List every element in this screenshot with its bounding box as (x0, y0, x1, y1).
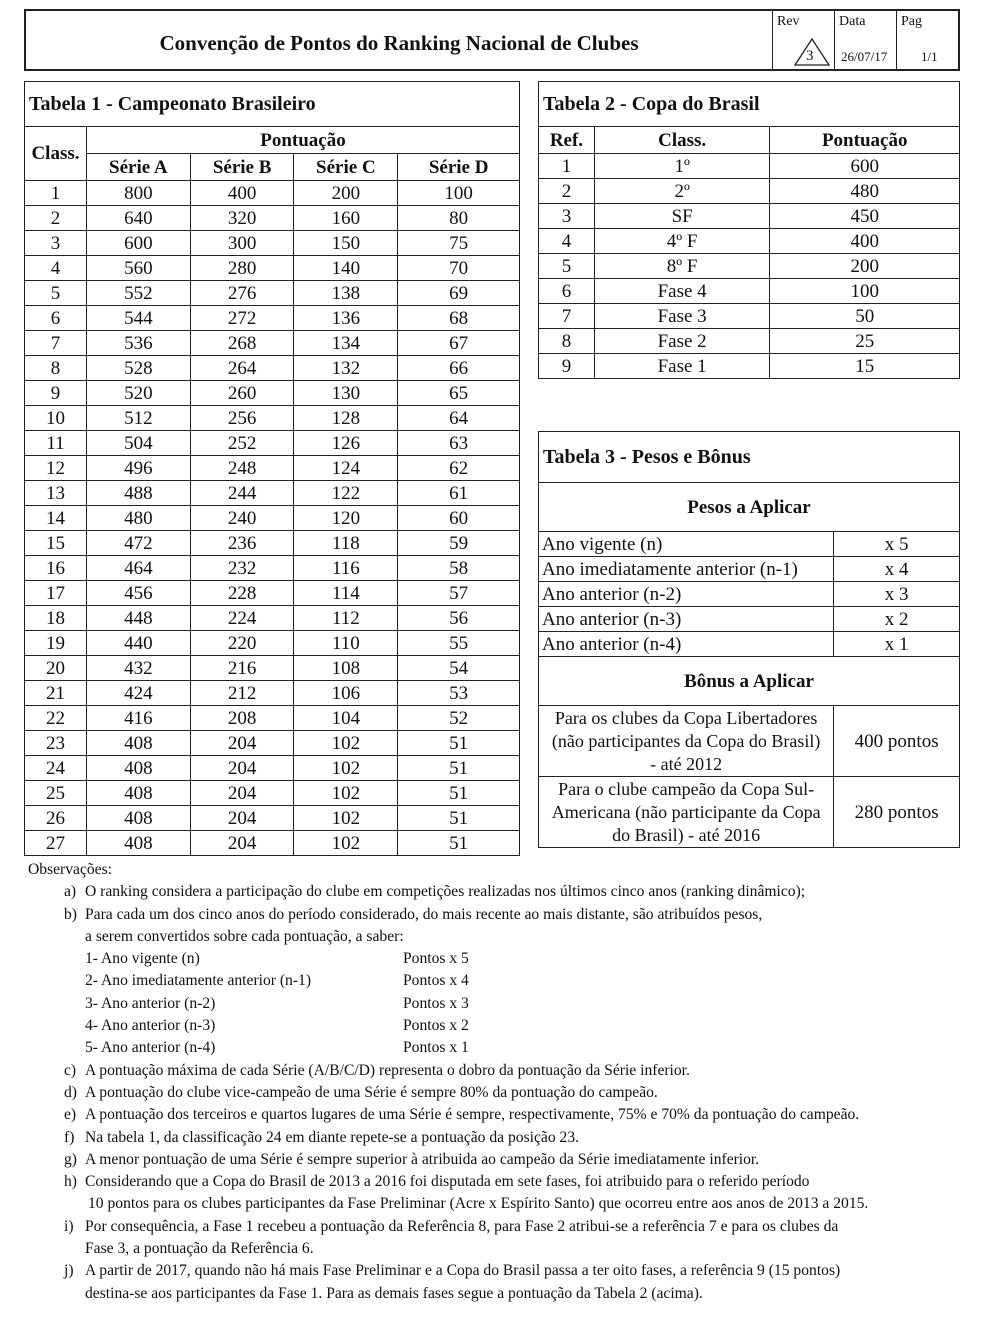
points-cell: 140 (294, 256, 398, 281)
table-row (25, 581, 520, 606)
table-row (25, 656, 520, 681)
points-cell: 600 (86, 231, 190, 256)
points-cell: 408 (86, 756, 190, 781)
points-cell: 126 (294, 431, 398, 456)
peso-item-value: Pontos x 2 (403, 1017, 469, 1035)
rev-cell (772, 11, 835, 69)
obs-text: Por consequência, a Fase 1 recebeu a pontuação da Referência 8, para Fase 2 atribui-se a referência 7 e para os clubes da (85, 1217, 839, 1235)
points-cell: 52 (398, 706, 520, 731)
points-cell: 200 (294, 181, 398, 206)
points-cell: 220 (190, 631, 294, 656)
bonus-line: do Brasil) - até 2016 (612, 824, 761, 845)
class-position: 18 (25, 606, 87, 631)
points-cell: 106 (294, 681, 398, 706)
peso-list-item (28, 1015, 968, 1037)
points-cell: 216 (190, 656, 294, 681)
obs-mark: i) (64, 1217, 74, 1235)
class-cell: 4º F (594, 229, 769, 254)
table1-col-header: Série A (86, 154, 190, 181)
obs-item-b (28, 904, 968, 926)
obs-text: Na tabela 1, da classificação 24 em diante repete-se a pontuação da posição 23. (85, 1128, 580, 1146)
data-value: 26/07/17 (841, 49, 888, 64)
points-cell: 57 (398, 581, 520, 606)
points-cell: 432 (86, 656, 190, 681)
class-position: 6 (25, 306, 87, 331)
points-cell: 520 (86, 381, 190, 406)
table2-title: Tabela 2 - Copa do Brasil (539, 82, 960, 127)
points-cell: 208 (190, 706, 294, 731)
points-cell: 244 (190, 481, 294, 506)
points-cell: 264 (190, 356, 294, 381)
points-cell: 464 (86, 556, 190, 581)
table3-title: Tabela 3 - Pesos e Bônus (539, 432, 960, 483)
points-cell: 122 (294, 481, 398, 506)
points-cell: 58 (398, 556, 520, 581)
points-cell: 75 (398, 231, 520, 256)
rev-label: Rev (777, 14, 800, 29)
points-cell: 600 (770, 154, 960, 179)
obs-text: Considerando que a Copa do Brasil de 2013 a 2016 foi disputada em sete fases, foi atribuido para o referido período (85, 1173, 810, 1191)
obs-text: A pontuação máxima de cada Série (A/B/C/D) representa o dobro da pontuação da Série inferior. (85, 1061, 690, 1079)
points-cell: 68 (398, 306, 520, 331)
obs-item-i (28, 1216, 968, 1238)
table-row (539, 179, 960, 204)
observacoes-section (28, 859, 968, 1305)
points-cell: 480 (770, 179, 960, 204)
class-position: 10 (25, 406, 87, 431)
points-cell: 50 (770, 304, 960, 329)
class-position: 25 (25, 781, 87, 806)
table-row (25, 331, 520, 356)
points-cell: 204 (190, 806, 294, 831)
class-position: 7 (25, 331, 87, 356)
points-cell: 51 (398, 731, 520, 756)
table-row (25, 531, 520, 556)
points-cell: 300 (190, 231, 294, 256)
bonus-description (539, 706, 834, 777)
obs-item-a (28, 881, 968, 903)
points-cell: 110 (294, 631, 398, 656)
points-cell: 504 (86, 431, 190, 456)
class-position: 12 (25, 456, 87, 481)
bonus-line: Para o clube campeão da Copa Sul- (558, 778, 815, 799)
class-position: 23 (25, 731, 87, 756)
table1-title: Tabela 1 - Campeonato Brasileiro (25, 82, 520, 127)
points-cell: 204 (190, 756, 294, 781)
class-position: 11 (25, 431, 87, 456)
table-row (539, 254, 960, 279)
observacoes-title: Observações: (28, 861, 112, 878)
table-row (25, 706, 520, 731)
points-cell: 134 (294, 331, 398, 356)
peso-value: x 1 (834, 632, 960, 657)
points-cell: 800 (86, 181, 190, 206)
class-position: 16 (25, 556, 87, 581)
points-cell: 408 (86, 831, 190, 856)
points-cell: 63 (398, 431, 520, 456)
points-cell: 272 (190, 306, 294, 331)
obs-mark: g) (64, 1150, 77, 1168)
class-position: 19 (25, 631, 87, 656)
points-cell: 60 (398, 506, 520, 531)
table-row (539, 304, 960, 329)
class-position: 22 (25, 706, 87, 731)
table1-class-header: Class. (25, 127, 87, 181)
peso-list-item (28, 1037, 968, 1059)
data-label: Data (839, 14, 866, 29)
obs-item-e (28, 1104, 968, 1126)
ref-cell: 9 (539, 354, 595, 379)
points-cell: 80 (398, 206, 520, 231)
points-cell: 51 (398, 756, 520, 781)
points-cell: 132 (294, 356, 398, 381)
table-row (539, 329, 960, 354)
points-cell: 400 (190, 181, 294, 206)
peso-item-label: 1- Ano vigente (n) (85, 950, 200, 968)
obs-item-c (28, 1060, 968, 1082)
points-cell: 114 (294, 581, 398, 606)
points-cell: 408 (86, 731, 190, 756)
class-cell: Fase 2 (594, 329, 769, 354)
points-cell: 496 (86, 456, 190, 481)
class-position: 20 (25, 656, 87, 681)
obs-text: Para cada um dos cinco anos do período considerado, do mais recente ao mais distante, são atribuídos pesos, (85, 905, 763, 923)
points-cell: 69 (398, 281, 520, 306)
points-cell: 102 (294, 756, 398, 781)
points-cell: 102 (294, 831, 398, 856)
class-position: 17 (25, 581, 87, 606)
obs-mark: b) (64, 905, 77, 923)
obs-mark: d) (64, 1083, 77, 1101)
table-row (25, 506, 520, 531)
class-position: 1 (25, 181, 87, 206)
class-position: 8 (25, 356, 87, 381)
peso-list-item (28, 948, 968, 970)
points-cell: 280 (190, 256, 294, 281)
obs-text-continued: a serem convertidos sobre cada pontuação, a saber: (85, 927, 404, 945)
bonus-value: 280 pontos (834, 777, 960, 848)
points-cell: 67 (398, 331, 520, 356)
points-cell: 252 (190, 431, 294, 456)
points-cell: 232 (190, 556, 294, 581)
pag-cell (896, 11, 959, 69)
points-cell: 488 (86, 481, 190, 506)
points-cell: 118 (294, 531, 398, 556)
table-row (25, 431, 520, 456)
table-row (539, 154, 960, 179)
table-row (25, 781, 520, 806)
table-row (25, 681, 520, 706)
table-copa-do-brasil (538, 81, 960, 379)
points-cell: 102 (294, 806, 398, 831)
class-position: 2 (25, 206, 87, 231)
peso-label: Ano vigente (n) (539, 532, 834, 557)
obs-item-j (28, 1260, 968, 1282)
points-cell: 64 (398, 406, 520, 431)
points-cell: 560 (86, 256, 190, 281)
ref-cell: 3 (539, 204, 595, 229)
points-cell: 424 (86, 681, 190, 706)
table-row (25, 606, 520, 631)
table-row (25, 731, 520, 756)
class-cell: 1º (594, 154, 769, 179)
peso-item-value: Pontos x 3 (403, 994, 469, 1012)
obs-item-f (28, 1127, 968, 1149)
ref-cell: 4 (539, 229, 595, 254)
points-cell: 268 (190, 331, 294, 356)
class-position: 9 (25, 381, 87, 406)
ref-cell: 6 (539, 279, 595, 304)
bonus-description (539, 777, 834, 848)
table-row (25, 631, 520, 656)
points-cell: 440 (86, 631, 190, 656)
bonus-header: Bônus a Aplicar (539, 657, 960, 706)
points-cell: 25 (770, 329, 960, 354)
table-row (25, 831, 520, 856)
points-cell: 136 (294, 306, 398, 331)
pesos-header: Pesos a Aplicar (539, 483, 960, 532)
obs-mark: h) (64, 1173, 77, 1191)
points-cell: 108 (294, 656, 398, 681)
data-cell (834, 11, 897, 69)
points-cell: 104 (294, 706, 398, 731)
points-cell: 62 (398, 456, 520, 481)
obs-text-continued: destina-se aos participantes da Fase 1. Para as demais fases segue a pontuação da Tabela 2 (acima). (85, 1284, 703, 1302)
table-row (25, 756, 520, 781)
obs-mark: e) (64, 1106, 77, 1124)
class-cell: Fase 1 (594, 354, 769, 379)
class-position: 4 (25, 256, 87, 281)
peso-list-item (28, 993, 968, 1015)
points-cell: 130 (294, 381, 398, 406)
points-cell: 256 (190, 406, 294, 431)
points-cell: 204 (190, 731, 294, 756)
points-cell: 112 (294, 606, 398, 631)
peso-value: x 5 (834, 532, 960, 557)
bonus-line: Americana (não participante da Copa (551, 801, 821, 822)
points-cell: 100 (398, 181, 520, 206)
peso-item-value: Pontos x 1 (403, 1039, 469, 1057)
ref-cell: 5 (539, 254, 595, 279)
peso-value: x 3 (834, 582, 960, 607)
class-cell: SF (594, 204, 769, 229)
points-cell: 472 (86, 531, 190, 556)
obs-text: A partir de 2017, quando não há mais Fase Preliminar e a Copa do Brasil passa a ter oito fases, a referência 9 (15 pontos) (85, 1262, 841, 1280)
obs-text: O ranking considera a participação do clube em competições realizadas nos últimos cinco anos (ranking dinâmico); (85, 883, 806, 901)
peso-label: Ano anterior (n-4) (539, 632, 834, 657)
bonus-line: Para os clubes da Copa Libertadores (554, 707, 818, 728)
pag-value: 1/1 (921, 49, 938, 64)
points-cell: 56 (398, 606, 520, 631)
points-cell: 320 (190, 206, 294, 231)
obs-text-continued: Fase 3, a pontuação da Referência 6. (85, 1240, 314, 1258)
obs-item-h (28, 1171, 968, 1193)
points-cell: 138 (294, 281, 398, 306)
table-row (25, 181, 520, 206)
obs-item-g (28, 1149, 968, 1171)
points-cell: 54 (398, 656, 520, 681)
table2-col-header: Pontuação (770, 127, 960, 154)
points-cell: 51 (398, 806, 520, 831)
points-cell: 544 (86, 306, 190, 331)
points-cell: 276 (190, 281, 294, 306)
class-position: 26 (25, 806, 87, 831)
table-row (25, 306, 520, 331)
points-cell: 512 (86, 406, 190, 431)
peso-value: x 2 (834, 607, 960, 632)
peso-item-label: 2- Ano imediatamente anterior (n-1) (85, 972, 312, 990)
peso-label: Ano anterior (n-2) (539, 582, 834, 607)
points-cell: 55 (398, 631, 520, 656)
peso-list-item (28, 970, 968, 992)
points-cell: 150 (294, 231, 398, 256)
points-cell: 224 (190, 606, 294, 631)
obs-mark: a) (64, 883, 77, 901)
peso-label: Ano anterior (n-3) (539, 607, 834, 632)
class-cell: Fase 3 (594, 304, 769, 329)
obs-item-d (28, 1082, 968, 1104)
points-cell: 70 (398, 256, 520, 281)
class-cell: 8º F (594, 254, 769, 279)
points-cell: 248 (190, 456, 294, 481)
class-cell: 2º (594, 179, 769, 204)
peso-item-label: 3- Ano anterior (n-2) (85, 994, 216, 1012)
class-position: 5 (25, 281, 87, 306)
points-cell: 120 (294, 506, 398, 531)
table-pesos-e-bonus (538, 431, 960, 848)
points-cell: 236 (190, 531, 294, 556)
points-cell: 102 (294, 781, 398, 806)
class-position: 14 (25, 506, 87, 531)
points-cell: 100 (770, 279, 960, 304)
points-cell: 212 (190, 681, 294, 706)
table-row (25, 206, 520, 231)
points-cell: 102 (294, 731, 398, 756)
table-row (25, 481, 520, 506)
points-cell: 66 (398, 356, 520, 381)
points-cell: 408 (86, 781, 190, 806)
table-row (25, 281, 520, 306)
points-cell: 416 (86, 706, 190, 731)
points-cell: 260 (190, 381, 294, 406)
points-cell: 15 (770, 354, 960, 379)
table-row (25, 356, 520, 381)
points-cell: 536 (86, 331, 190, 356)
table-row (25, 256, 520, 281)
ref-cell: 1 (539, 154, 595, 179)
points-cell: 128 (294, 406, 398, 431)
peso-item-value: Pontos x 4 (403, 972, 469, 990)
points-cell: 456 (86, 581, 190, 606)
points-cell: 59 (398, 531, 520, 556)
obs-mark: j) (64, 1262, 74, 1280)
points-cell: 124 (294, 456, 398, 481)
table1-col-header: Série B (190, 154, 294, 181)
points-cell: 200 (770, 254, 960, 279)
obs-mark: c) (64, 1061, 77, 1079)
points-cell: 448 (86, 606, 190, 631)
points-cell: 450 (770, 204, 960, 229)
points-cell: 51 (398, 781, 520, 806)
table-row (25, 806, 520, 831)
rev-value: 3 (806, 48, 814, 64)
pag-label: Pag (901, 14, 922, 29)
peso-value: x 4 (834, 557, 960, 582)
table-row (539, 354, 960, 379)
points-cell: 51 (398, 831, 520, 856)
table-row (25, 556, 520, 581)
points-cell: 528 (86, 356, 190, 381)
obs-text-continued: 10 pontos para os clubes participantes da Fase Preliminar (Acre x Espírito Santo) que ocorreu entre aos anos de 2013 a 2015. (88, 1195, 869, 1213)
ref-cell: 2 (539, 179, 595, 204)
bonus-value: 400 pontos (834, 706, 960, 777)
points-cell: 640 (86, 206, 190, 231)
points-cell: 240 (190, 506, 294, 531)
table-row (25, 406, 520, 431)
peso-label: Ano imediatamente anterior (n-1) (539, 557, 834, 582)
points-cell: 400 (770, 229, 960, 254)
ref-cell: 7 (539, 304, 595, 329)
obs-mark: f) (64, 1128, 75, 1146)
points-cell: 204 (190, 831, 294, 856)
table-campeonato-brasileiro (24, 81, 520, 856)
points-cell: 65 (398, 381, 520, 406)
class-cell: Fase 4 (594, 279, 769, 304)
class-position: 13 (25, 481, 87, 506)
class-position: 21 (25, 681, 87, 706)
class-position: 15 (25, 531, 87, 556)
table1-col-header: Série D (398, 154, 520, 181)
table-row (539, 204, 960, 229)
bonus-line: - até 2012 (650, 753, 723, 774)
points-cell: 480 (86, 506, 190, 531)
document-header (24, 9, 960, 71)
points-cell: 160 (294, 206, 398, 231)
table-row (25, 231, 520, 256)
table1-col-header: Série C (294, 154, 398, 181)
table-row (25, 456, 520, 481)
peso-item-label: 5- Ano anterior (n-4) (85, 1039, 216, 1057)
points-cell: 228 (190, 581, 294, 606)
points-cell: 408 (86, 806, 190, 831)
bonus-line: (não participantes da Copa do Brasil) (551, 730, 821, 751)
obs-text: A pontuação do clube vice-campeão de uma Série é sempre 80% da pontuação do campeão. (85, 1083, 658, 1101)
peso-item-label: 4- Ano anterior (n-3) (85, 1017, 216, 1035)
points-cell: 204 (190, 781, 294, 806)
table2-col-header: Ref. (539, 127, 595, 154)
obs-text: A menor pontuação de uma Série é sempre superior à atribuida ao campeão da Série imediatamente inferior. (85, 1150, 760, 1168)
table-row (539, 229, 960, 254)
points-cell: 552 (86, 281, 190, 306)
table2-col-header: Class. (594, 127, 769, 154)
peso-item-value: Pontos x 5 (403, 950, 469, 968)
class-position: 3 (25, 231, 87, 256)
points-cell: 61 (398, 481, 520, 506)
points-cell: 53 (398, 681, 520, 706)
document-title: Convenção de Pontos do Ranking Nacional de Clubes (159, 31, 639, 55)
ref-cell: 8 (539, 329, 595, 354)
table-row (25, 381, 520, 406)
table1-group-header: Pontuação (86, 127, 519, 154)
class-position: 27 (25, 831, 87, 856)
class-position: 24 (25, 756, 87, 781)
obs-text: A pontuação dos terceiros e quartos lugares de uma Série é sempre, respectivamente, 75% e 70% da pontuação do campeão. (85, 1106, 860, 1124)
table-row (539, 279, 960, 304)
points-cell: 116 (294, 556, 398, 581)
